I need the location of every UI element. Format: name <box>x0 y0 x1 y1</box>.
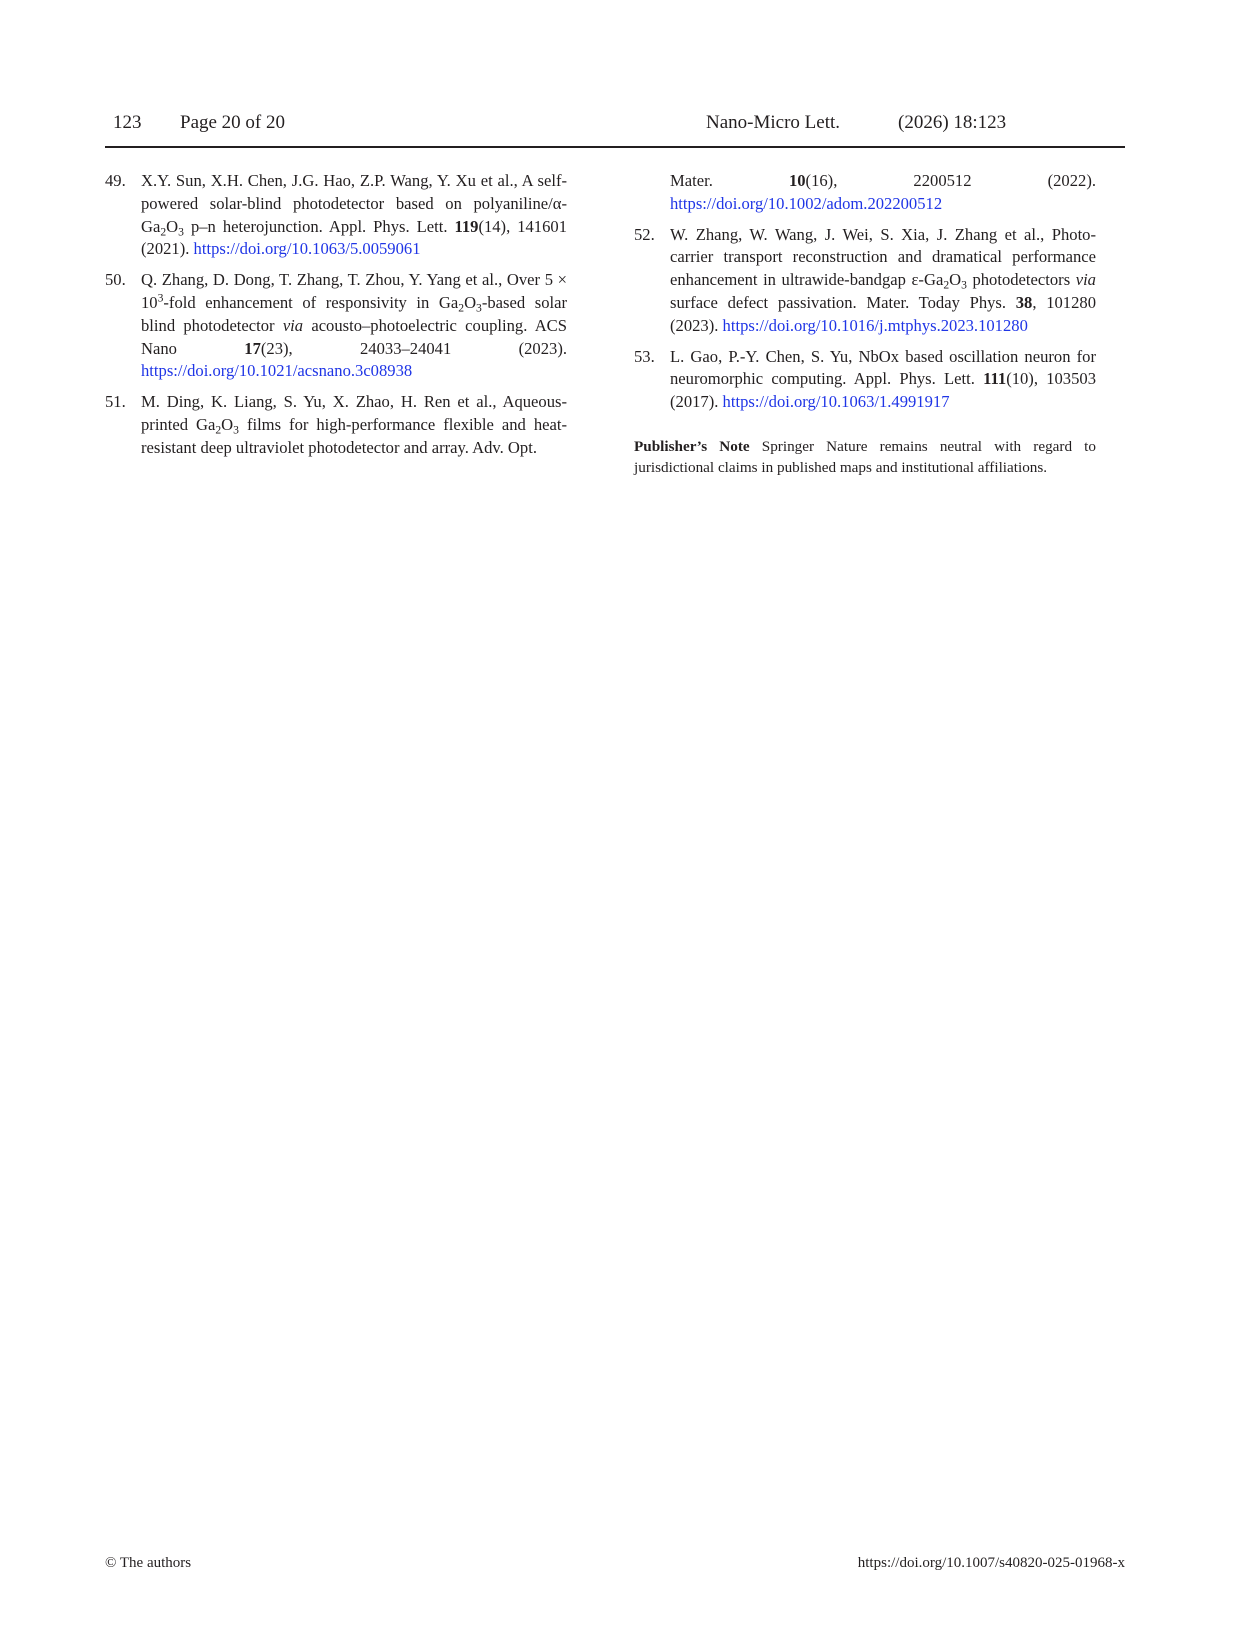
reference-text: (23), 24033–24041 (2023). <box>260 338 567 358</box>
doi-link[interactable]: https://doi.org/10.1063/1.4991917 <box>722 392 950 412</box>
reference-number: 50. <box>105 270 126 290</box>
reference-number: 53. <box>634 346 655 366</box>
reference-text: (14), 141601 (2021). <box>141 216 567 259</box>
reference-text: (16), 2200512 (2022). <box>805 171 1096 190</box>
publisher-note <box>634 436 1096 478</box>
reference-text: -fold enhancement of responsivity in Ga <box>163 292 459 312</box>
volume: 17 <box>244 338 261 358</box>
reference-text: films for high-performance flexible and heat-resistant deep ultraviolet photodetector and array. Adv. Opt. <box>141 414 568 457</box>
reference-51-continued <box>634 170 1096 216</box>
reference-text: (10), 103503 (2017). <box>670 369 1096 412</box>
reference-53 <box>634 346 1096 414</box>
doi-link[interactable]: https://doi.org/10.1002/adom.202200512 <box>670 193 943 213</box>
doi-link[interactable]: https://doi.org/10.1063/5.0059061 <box>193 239 421 259</box>
article-number: 123 <box>113 112 142 133</box>
reference-text: M. Ding, K. Liang, S. Yu, X. Zhao, H. Ren et al., Aqueous-printed Ga <box>141 392 567 434</box>
subscript: 2 <box>160 225 167 239</box>
left-column <box>105 170 567 468</box>
reference-text: -based solar blind photodetector <box>141 292 567 335</box>
subscript: 2 <box>215 423 222 437</box>
reference-text: X.Y. Sun, X.H. Chen, J.G. Hao, Z.P. Wang, Y. Xu et al., A self-powered solar-blind photodetector based on polyaniline/α-Ga <box>141 171 567 236</box>
running-header <box>105 112 1125 146</box>
subscript: 3 <box>961 278 967 292</box>
subscript: 3 <box>233 423 239 437</box>
subscript: 2 <box>458 301 465 315</box>
reference-51 <box>105 391 567 459</box>
reference-49 <box>105 170 567 261</box>
reference-text: p–n heterojunction. Appl. Phys. Lett. <box>183 216 455 236</box>
publisher-note-label: Publisher’s Note <box>634 437 750 455</box>
italic-text: via <box>282 315 304 335</box>
reference-text: O <box>166 216 179 236</box>
reference-52 <box>634 224 1096 338</box>
reference-text: Q. Zhang, D. Dong, T. Zhang, T. Zhou, Y. Yang et al., Over 5 × 10 <box>141 270 567 312</box>
reference-text: photodetectors <box>966 270 1076 290</box>
subscript: 3 <box>178 225 184 239</box>
reference-number: 49. <box>105 171 126 190</box>
reference-text: , 101280 (2023). <box>670 292 1096 335</box>
reference-text: L. Gao, P.-Y. Chen, S. Yu, NbOx based oscillation neuron for neuromorphic computing. Appl. Phys. Lett. <box>670 346 1096 389</box>
page-label: Page 20 of 20 <box>180 112 286 133</box>
reference-text: O <box>949 270 962 290</box>
header-rule <box>105 146 1125 148</box>
copyright: © The authors <box>105 1555 192 1571</box>
italic-text: via <box>1075 270 1096 290</box>
footer-doi: https://doi.org/10.1007/s40820-025-01968-x <box>857 1555 1125 1571</box>
citation: (2026) 18:123 <box>898 112 1007 133</box>
reference-text: Mater. <box>670 171 789 190</box>
right-column <box>634 170 1096 478</box>
reference-text: O <box>464 292 477 312</box>
reference-number: 51. <box>105 392 126 412</box>
reference-text: surface defect passivation. Mater. Today Phys. <box>670 292 1016 312</box>
superscript: 3 <box>157 291 164 305</box>
volume: 111 <box>983 369 1007 389</box>
subscript: 2 <box>943 278 950 292</box>
reference-text: O <box>221 414 234 434</box>
volume: 10 <box>788 171 806 190</box>
doi-link[interactable]: https://doi.org/10.1021/acsnano.3c08938 <box>141 361 413 381</box>
reference-text: acousto–photoelectric coupling. ACS Nano <box>141 315 567 358</box>
volume: 119 <box>454 216 479 236</box>
doi-link[interactable]: https://doi.org/10.1016/j.mtphys.2023.101280 <box>722 315 1028 335</box>
reference-50 <box>105 269 567 383</box>
publisher-note-text: Springer Nature remains neutral with regard to jurisdictional claims in published maps and institutional affiliations. <box>634 437 1096 476</box>
reference-number: 52. <box>634 224 655 244</box>
volume: 38 <box>1015 292 1033 312</box>
subscript: 3 <box>476 301 482 315</box>
reference-text: W. Zhang, W. Wang, J. Wei, S. Xia, J. Zhang et al., Photo-carrier transport reconstruction and dramatical performance enhancement in ultrawide-bandgap ε-Ga <box>670 224 1096 290</box>
journal-name: Nano-Micro Lett. <box>706 112 841 133</box>
